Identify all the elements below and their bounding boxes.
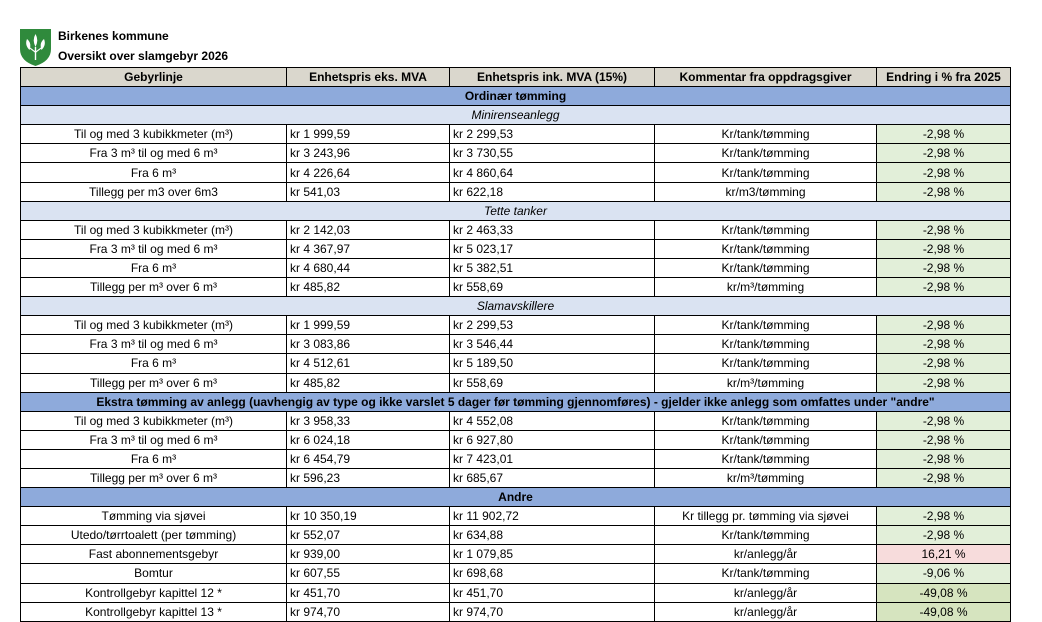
price-excl-vat-cell: kr 1 999,59 [287,316,450,335]
change-percent-cell: -2,98 % [877,373,1011,392]
price-excl-vat-cell: kr 1 999,59 [287,125,450,144]
price-incl-vat-cell: kr 3 546,44 [450,335,655,354]
comment-cell: Kr tillegg pr. tømming via sjøvei [655,507,877,526]
municipality-name: Birkenes kommune [58,29,169,43]
comment-cell: Kr/tank/tømming [655,220,877,239]
column-header-fee-line: Gebyrlinje [21,68,287,87]
price-excl-vat-cell: kr 939,00 [287,545,450,564]
comment-cell: kr/anlegg/år [655,602,877,621]
table-header-row [21,68,1011,87]
change-percent-cell: -2,98 % [877,335,1011,354]
change-percent-cell: -2,98 % [877,526,1011,545]
price-excl-vat-cell: kr 3 958,33 [287,411,450,430]
change-percent-cell: -2,98 % [877,468,1011,487]
price-incl-vat-cell: kr 622,18 [450,182,655,201]
table-row [21,163,1011,182]
change-percent-cell: -2,98 % [877,182,1011,201]
price-incl-vat-cell: kr 7 423,01 [450,449,655,468]
comment-cell: kr/m³/tømming [655,278,877,297]
fee-line-cell: Tillegg per m³ over 6 m³ [21,278,287,297]
comment-cell: kr/m3/tømming [655,182,877,201]
price-excl-vat-cell: kr 974,70 [287,602,450,621]
subsection-title: Slamavskillere [21,297,1011,316]
fee-line-cell: Fra 6 m³ [21,163,287,182]
table-row [21,239,1011,258]
change-percent-cell: -2,98 % [877,449,1011,468]
section-header-row [21,392,1011,411]
change-percent-cell: -2,98 % [877,507,1011,526]
price-excl-vat-cell: kr 4 226,64 [287,163,450,182]
section-header-row [21,87,1011,106]
price-incl-vat-cell: kr 2 463,33 [450,220,655,239]
comment-cell: Kr/tank/tømming [655,430,877,449]
fee-line-cell: Fra 3 m³ til og med 6 m³ [21,144,287,163]
comment-cell: Kr/tank/tømming [655,564,877,583]
section-header-row [21,488,1011,507]
table-row [21,354,1011,373]
table-row [21,258,1011,277]
column-header-price-incl-vat: Enhetspris ink. MVA (15%) [450,68,655,87]
fee-table [20,67,1011,622]
price-excl-vat-cell: kr 485,82 [287,278,450,297]
price-excl-vat-cell: kr 4 367,97 [287,239,450,258]
column-header-price-excl-vat: Enhetspris eks. MVA [287,68,450,87]
price-excl-vat-cell: kr 596,23 [287,468,450,487]
comment-cell: kr/anlegg/år [655,583,877,602]
table-row [21,507,1011,526]
fee-line-cell: Tømming via sjøvei [21,507,287,526]
fee-line-cell: Til og med 3 kubikkmeter (m³) [21,220,287,239]
comment-cell: Kr/tank/tømming [655,144,877,163]
fee-line-cell: Tillegg per m3 over 6m3 [21,182,287,201]
table-row [21,220,1011,239]
price-incl-vat-cell: kr 2 299,53 [450,125,655,144]
fee-line-cell: Til og med 3 kubikkmeter (m³) [21,316,287,335]
column-header-change-percent: Endring i % fra 2025 [877,68,1011,87]
price-excl-vat-cell: kr 2 142,03 [287,220,450,239]
table-row [21,125,1011,144]
comment-cell: Kr/tank/tømming [655,449,877,468]
comment-cell: kr/m³/tømming [655,468,877,487]
subsection-header-row [21,106,1011,125]
fee-line-cell: Tillegg per m³ over 6 m³ [21,468,287,487]
table-row [21,144,1011,163]
change-percent-cell: -2,98 % [877,144,1011,163]
price-incl-vat-cell: kr 1 079,85 [450,545,655,564]
price-excl-vat-cell: kr 451,70 [287,583,450,602]
price-incl-vat-cell: kr 4 860,64 [450,163,655,182]
comment-cell: Kr/tank/tømming [655,125,877,144]
subsection-header-row [21,201,1011,220]
comment-cell: Kr/tank/tømming [655,411,877,430]
table-body [21,87,1011,622]
table-row [21,545,1011,564]
change-percent-cell: -2,98 % [877,278,1011,297]
change-percent-cell: -9,06 % [877,564,1011,583]
comment-cell: Kr/tank/tømming [655,354,877,373]
fee-line-cell: Til og med 3 kubikkmeter (m³) [21,125,287,144]
price-excl-vat-cell: kr 6 454,79 [287,449,450,468]
price-incl-vat-cell: kr 558,69 [450,373,655,392]
fee-line-cell: Kontrollgebyr kapittel 12 * [21,583,287,602]
comment-cell: Kr/tank/tømming [655,163,877,182]
fee-line-cell: Fra 6 m³ [21,258,287,277]
table-row [21,373,1011,392]
price-incl-vat-cell: kr 5 189,50 [450,354,655,373]
table-row [21,182,1011,201]
fee-line-cell: Tillegg per m³ over 6 m³ [21,373,287,392]
comment-cell: Kr/tank/tømming [655,335,877,354]
table-row [21,316,1011,335]
change-percent-cell: -2,98 % [877,411,1011,430]
change-percent-cell: -2,98 % [877,258,1011,277]
change-percent-cell: -2,98 % [877,220,1011,239]
change-percent-cell: -49,08 % [877,602,1011,621]
section-title: Andre [21,488,1011,507]
document-title: Oversikt over slamgebyr 2026 [58,49,229,63]
price-incl-vat-cell: kr 558,69 [450,278,655,297]
fee-line-cell: Fra 6 m³ [21,354,287,373]
price-excl-vat-cell: kr 4 512,61 [287,354,450,373]
change-percent-cell: -2,98 % [877,354,1011,373]
table-row [21,411,1011,430]
fee-line-cell: Kontrollgebyr kapittel 13 * [21,602,287,621]
price-excl-vat-cell: kr 541,03 [287,182,450,201]
subsection-title: Minirenseanlegg [21,106,1011,125]
comment-cell: Kr/tank/tømming [655,526,877,545]
table-row [21,526,1011,545]
price-incl-vat-cell: kr 974,70 [450,602,655,621]
price-excl-vat-cell: kr 4 680,44 [287,258,450,277]
table-row [21,430,1011,449]
price-excl-vat-cell: kr 552,07 [287,526,450,545]
table-row [21,583,1011,602]
fee-line-cell: Fra 6 m³ [21,449,287,468]
price-excl-vat-cell: kr 485,82 [287,373,450,392]
comment-cell: Kr/tank/tømming [655,239,877,258]
price-excl-vat-cell: kr 6 024,18 [287,430,450,449]
change-percent-cell: -49,08 % [877,583,1011,602]
price-incl-vat-cell: kr 685,67 [450,468,655,487]
price-incl-vat-cell: kr 11 902,72 [450,507,655,526]
change-percent-cell: 16,21 % [877,545,1011,564]
fee-line-cell: Fast abonnementsgebyr [21,545,287,564]
fee-line-cell: Fra 3 m³ til og med 6 m³ [21,430,287,449]
subsection-header-row [21,297,1011,316]
table-row [21,449,1011,468]
comment-cell: Kr/tank/tømming [655,316,877,335]
column-header-comment: Kommentar fra oppdragsgiver [655,68,877,87]
price-incl-vat-cell: kr 6 927,80 [450,430,655,449]
fee-line-cell: Fra 3 m³ til og med 6 m³ [21,239,287,258]
table-row [21,602,1011,621]
comment-cell: kr/m³/tømming [655,373,877,392]
price-incl-vat-cell: kr 451,70 [450,583,655,602]
birkenes-coat-of-arms-logo [18,27,53,67]
table-row [21,468,1011,487]
change-percent-cell: -2,98 % [877,163,1011,182]
section-title: Ekstra tømming av anlegg (uavhengig av type og ikke varslet 5 dager før tømming gjennomføres) - gjelder ikke anlegg som omfattes under "andre" [21,392,1011,411]
subsection-title: Tette tanker [21,201,1011,220]
price-excl-vat-cell: kr 607,55 [287,564,450,583]
price-incl-vat-cell: kr 698,68 [450,564,655,583]
fee-line-cell: Utedo/tørrtoalett (per tømming) [21,526,287,545]
price-incl-vat-cell: kr 3 730,55 [450,144,655,163]
change-percent-cell: -2,98 % [877,430,1011,449]
price-excl-vat-cell: kr 10 350,19 [287,507,450,526]
price-incl-vat-cell: kr 4 552,08 [450,411,655,430]
comment-cell: kr/anlegg/år [655,545,877,564]
comment-cell: Kr/tank/tømming [655,258,877,277]
price-excl-vat-cell: kr 3 083,86 [287,335,450,354]
price-incl-vat-cell: kr 634,88 [450,526,655,545]
section-title: Ordinær tømming [21,87,1011,106]
table-row [21,564,1011,583]
price-excl-vat-cell: kr 3 243,96 [287,144,450,163]
table-row [21,335,1011,354]
change-percent-cell: -2,98 % [877,239,1011,258]
price-incl-vat-cell: kr 5 382,51 [450,258,655,277]
change-percent-cell: -2,98 % [877,316,1011,335]
change-percent-cell: -2,98 % [877,125,1011,144]
fee-line-cell: Fra 3 m³ til og med 6 m³ [21,335,287,354]
table-row [21,278,1011,297]
price-incl-vat-cell: kr 2 299,53 [450,316,655,335]
fee-line-cell: Til og med 3 kubikkmeter (m³) [21,411,287,430]
fee-line-cell: Bomtur [21,564,287,583]
price-incl-vat-cell: kr 5 023,17 [450,239,655,258]
